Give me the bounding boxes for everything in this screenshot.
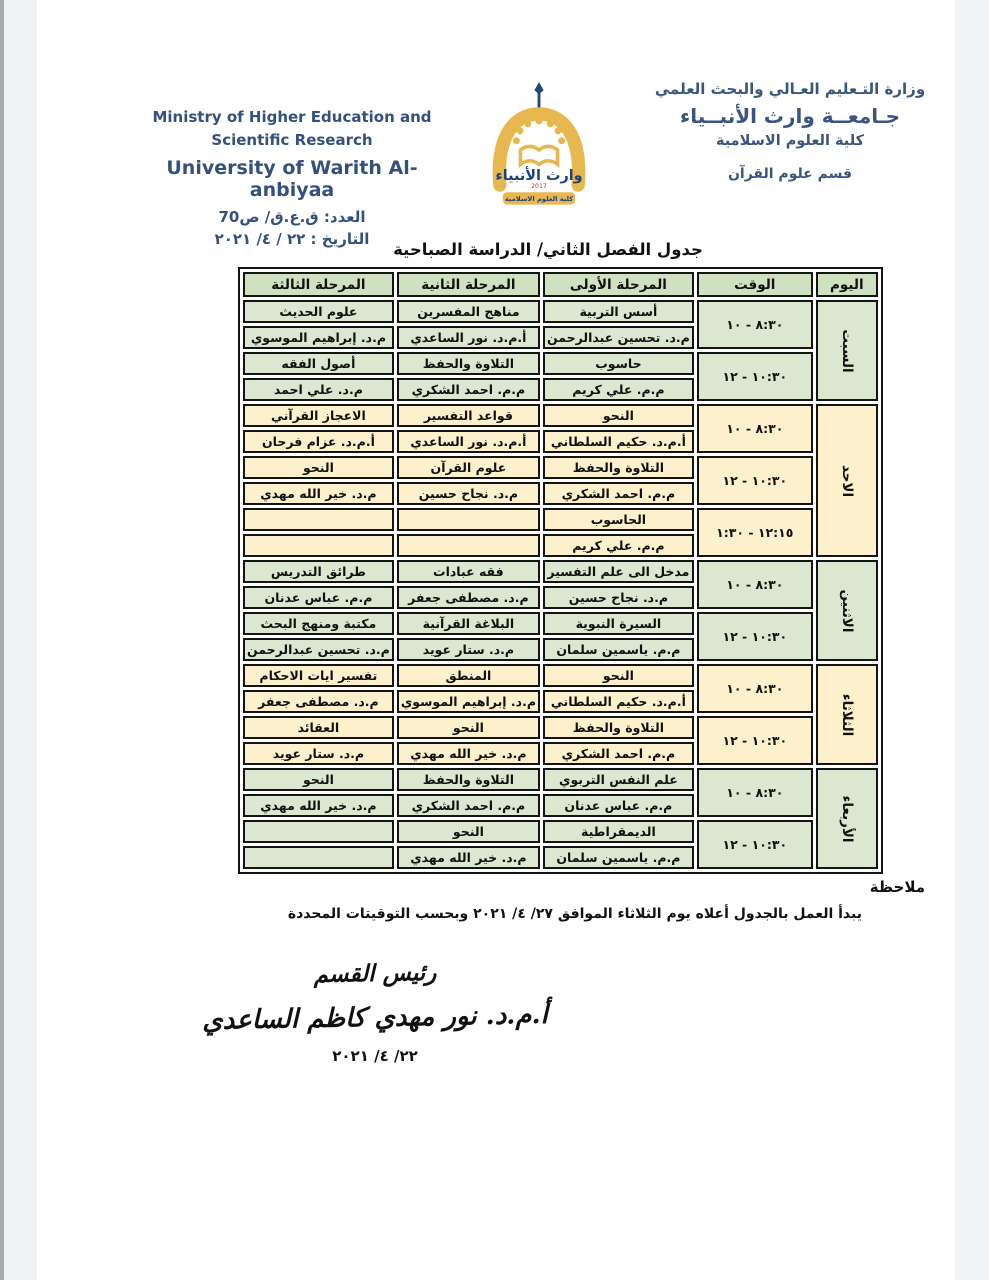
time-cell: ٨:٣٠ - ١٠: [697, 768, 813, 817]
subject-cell: النحو: [397, 820, 540, 843]
teacher-cell: م.م. عباس عدنان: [243, 586, 394, 609]
teacher-cell: م.د. ستار عويد: [397, 638, 540, 661]
note-text: يبدأ العمل بالجدول أعلاه يوم الثلاثاء الموافق ٢٧/ ٤/ ٢٠٢١ وبحسب التوقيتات المحددة: [287, 906, 862, 922]
logo-banner: كلية العلوم الاسلامية: [504, 195, 574, 203]
subject-cell: علم النفس التربوي: [543, 768, 694, 791]
subject-cell: قواعد التفسير: [397, 404, 540, 427]
teacher-cell: أ.م.د. عزام فرحان: [243, 430, 394, 453]
day-label: الاثنين: [838, 589, 855, 632]
scan-edge-right: [955, 0, 989, 1280]
subject-cell: أسس التربية: [543, 300, 694, 323]
university-logo: [477, 82, 601, 218]
column-header: المرحلة الثالثة: [243, 272, 394, 297]
subject-cell: تفسير ايات الاحكام: [243, 664, 394, 687]
subject-cell: التلاوة والحفظ: [543, 716, 694, 739]
subject-cell: الديمقراطية: [543, 820, 694, 843]
subject-cell: التلاوة والحفظ: [397, 352, 540, 375]
subject-cell: مكتبة ومنهج البحث: [243, 612, 394, 635]
time-cell: ٨:٣٠ - ١٠: [697, 664, 813, 713]
ministry-line-arabic: وزارة التـعليم العـالي والبحث العلمي: [654, 80, 926, 98]
day-label: الاحد: [838, 464, 855, 497]
subject-cell: علوم القرآن: [397, 456, 540, 479]
subject-cell: فقه عبادات: [397, 560, 540, 583]
subject-cell: مناهج المفسرين: [397, 300, 540, 323]
teacher-cell: م.د. خير الله مهدي: [243, 794, 394, 817]
subject-cell: [243, 508, 394, 531]
teacher-cell: أ.م.د. نور الساعدي: [397, 326, 540, 349]
subject-cell: أصول الفقه: [243, 352, 394, 375]
column-header: المرحلة الأولى: [543, 272, 694, 297]
teacher-cell: م.م. احمد الشكري: [543, 482, 694, 505]
signature-name: أ.م.د. نور مهدي كاظم الساعدي: [202, 999, 548, 1037]
signature-block: [185, 960, 565, 1065]
ministry-line-english-1: Ministry of Higher Education and: [152, 108, 432, 126]
subject-cell: المنطق: [397, 664, 540, 687]
subject-cell: الحاسوب: [543, 508, 694, 531]
signature-date: ٢٢/ ٤/ ٢٠٢١: [332, 1047, 418, 1065]
column-header: اليوم: [816, 272, 878, 297]
column-header: الوقت: [697, 272, 813, 297]
subject-cell: [243, 820, 394, 843]
subject-cell: [397, 508, 540, 531]
subject-cell: النحو: [397, 716, 540, 739]
teacher-cell: أ.م.د. نور الساعدي: [397, 430, 540, 453]
day-label: الأربعاء: [838, 794, 855, 843]
ministry-line-english-2: Scientific Research: [211, 131, 373, 150]
note-label: ملاحظة: [869, 878, 925, 896]
university-name-arabic: جـامعــة وارث الأنبــياء: [679, 104, 901, 128]
subject-cell: طرائق التدريس: [243, 560, 394, 583]
day-label: السبت: [838, 328, 855, 373]
college-name-arabic: كلية العلوم الاسلامية: [715, 133, 865, 149]
day-cell: [816, 560, 878, 661]
day-cell: [816, 664, 878, 765]
subject-cell: البلاغة القرآنية: [397, 612, 540, 635]
teacher-cell: [243, 534, 394, 557]
header-arabic: [615, 80, 965, 182]
teacher-cell: م.م. ياسمين سلمان: [543, 846, 694, 869]
teacher-cell: م.د. مصطفى جعفر: [397, 586, 540, 609]
teacher-cell: م.د. إبراهيم الموسوي: [243, 326, 394, 349]
column-header: المرحلة الثانية: [397, 272, 540, 297]
university-name-english: University of Warith Al- anbiyaa: [166, 156, 418, 201]
time-cell: ١٠:٣٠ - ١٢: [697, 612, 813, 661]
schedule-table: [238, 267, 883, 874]
subject-cell: علوم الحديث: [243, 300, 394, 323]
time-cell: ١٠:٣٠ - ١٢: [697, 352, 813, 401]
teacher-cell: [243, 846, 394, 869]
teacher-cell: م.د. خير الله مهدي: [397, 742, 540, 765]
subject-cell: مدخل الى علم التفسير: [543, 560, 694, 583]
teacher-cell: م.م. ياسمين سلمان: [543, 638, 694, 661]
teacher-cell: م.م. علي كريم: [543, 534, 694, 557]
time-cell: ١٠:٣٠ - ١٢: [697, 456, 813, 505]
scan-edge-left: [0, 0, 37, 1280]
department-name-arabic: قسم علوم القرآن: [727, 166, 853, 182]
subject-cell: حاسوب: [543, 352, 694, 375]
time-cell: ١٢:١٥ - ١:٣٠: [697, 508, 813, 557]
subject-cell: التلاوة والحفظ: [543, 456, 694, 479]
subject-cell: التلاوة والحفظ: [397, 768, 540, 791]
subject-cell: النحو: [243, 768, 394, 791]
day-cell: [816, 300, 878, 401]
teacher-cell: أ.م.د. حكيم السلطاني: [543, 690, 694, 713]
teacher-cell: م.د. ستار عويد: [243, 742, 394, 765]
document-date-line: التاريخ : ٢٢ / ٤/ ٢٠٢١: [214, 229, 370, 248]
signature-title: رئيس القسم: [313, 958, 437, 989]
time-cell: ١٠:٣٠ - ١٢: [697, 820, 813, 869]
time-cell: ١٠:٣٠ - ١٢: [697, 716, 813, 765]
logo-calligraphy: وارث الأنبياء: [495, 167, 583, 184]
time-cell: ٨:٣٠ - ١٠: [697, 404, 813, 453]
time-cell: ٨:٣٠ - ١٠: [697, 300, 813, 349]
teacher-cell: م.م. عباس عدنان: [543, 794, 694, 817]
teacher-cell: أ.م.د. حكيم السلطاني: [543, 430, 694, 453]
document-number-line: العدد: ق.ع.ق/ ص70: [218, 207, 366, 226]
header-english: [127, 106, 457, 248]
subject-cell: النحو: [543, 664, 694, 687]
teacher-cell: م.د. نجاح حسين: [543, 586, 694, 609]
teacher-cell: م.د. تحسين عبدالرحمن: [243, 638, 394, 661]
teacher-cell: م.د. علي احمد: [243, 378, 394, 401]
day-label: الثلاثاء: [838, 693, 855, 736]
teacher-cell: م.د. خير الله مهدي: [397, 846, 540, 869]
teacher-cell: م.د. مصطفى جعفر: [243, 690, 394, 713]
teacher-cell: م.د. تحسين عبدالرحمن: [543, 326, 694, 349]
teacher-cell: م.د. إبراهيم الموسوي: [397, 690, 540, 713]
teacher-cell: [397, 534, 540, 557]
day-cell: [816, 768, 878, 869]
teacher-cell: م.م. احمد الشكري: [543, 742, 694, 765]
logo-year: 2017: [531, 183, 547, 191]
subject-cell: النحو: [543, 404, 694, 427]
subject-cell: العقائد: [243, 716, 394, 739]
time-cell: ٨:٣٠ - ١٠: [697, 560, 813, 609]
subject-cell: الاعجاز القرآني: [243, 404, 394, 427]
teacher-cell: م.د. نجاح حسين: [397, 482, 540, 505]
university-emblem-icon: [477, 82, 601, 218]
teacher-cell: م.م. علي كريم: [543, 378, 694, 401]
day-cell: [816, 404, 878, 557]
subject-cell: النحو: [243, 456, 394, 479]
teacher-cell: م.م. احمد الشكري: [397, 378, 540, 401]
table-title: جدول الفصل الثاني/ الدراسة الصباحية: [393, 240, 703, 259]
subject-cell: السيرة النبوية: [543, 612, 694, 635]
teacher-cell: م.د. خير الله مهدي: [243, 482, 394, 505]
teacher-cell: م.م. احمد الشكري: [397, 794, 540, 817]
